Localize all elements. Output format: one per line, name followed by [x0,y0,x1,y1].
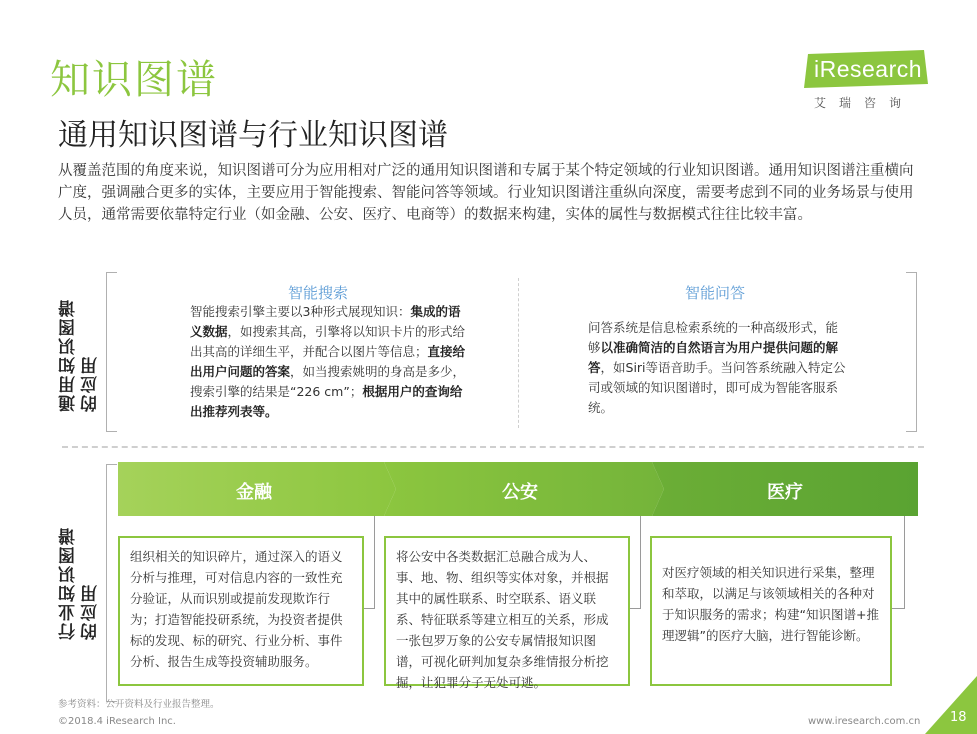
search-bold-3: 根据用户的查询给出推荐列表等。 [190,384,463,419]
logo-subtext: 艾瑞咨询 [814,96,915,110]
logo-text: iResearch [814,56,923,82]
general-kg-label: 通用知识图谱的应用 [59,298,101,412]
finance-title: 金融 [236,482,272,503]
column-divider [518,278,519,428]
copyright: ©2018.4 iResearch Inc. [58,716,176,727]
page-number: 18 [950,710,967,725]
iresearch-logo [804,50,932,116]
page-corner-shape [925,676,977,734]
search-description [190,302,468,422]
connector-medical [890,516,905,609]
search-text-2: ，如搜索其高，引擎将以知识卡片的形式给出其高的详细生平，并配合以图片等信息； [190,324,466,359]
source-note: 参考资料：公开资料及行业报告整理。 [58,699,220,710]
footer-url[interactable]: www.iresearch.com.cn [808,716,921,727]
left-bracket-bottom [106,464,117,702]
qa-heading: 智能问答 [684,284,745,302]
search-text-1: 智能搜索引擎主要以3种形式展现知识： [190,304,411,319]
intro-paragraph: 从覆盖范围的角度来说，知识图谱可分为应用相对广泛的通用知识图谱和专属于某个特定领域的行业知识图谱。通用知识图谱注重横向广度，强调融合更多的实体，主要应用于智能搜索、智能问答等领域。行业知识图谱注重纵向深度，需要考虑到不同的业务场景与使用人员，通常需要依靠特定行业（如金融、公安、医疗、电商等）的数据来构建，实体的属性与数据模式往往比较丰富。 [58,163,914,223]
police-title: 公安 [502,482,538,503]
page-subtitle: 通用知识图谱与行业知识图谱 [58,118,448,153]
medical-card: 对医疗领域的相关知识进行采集，整理和萃取，以满足与该领域相关的各种对于知识服务的需求；构建“知识图谱+推理逻辑”的医疗大脑，进行智能诊断。 [650,536,892,686]
industry-kg-label: 行业知识图谱的应用 [59,526,101,640]
section-title: 知识图谱 [50,57,218,103]
qa-text-2: ，如Siri等语音助手。当问答系统融入特定公司或领域的知识图谱时，即可成为智能客服系统。 [588,360,846,415]
search-heading: 智能搜索 [287,284,348,302]
search-text-3: ，如当搜索姚明的身高是多少，搜索引擎的结果是“226 cm”； [190,364,466,399]
finance-card: 组织相关的知识碎片，通过深入的语义分析与推理，可对信息内容的一致性充分验证，从而识别或提前发现欺诈行为；打造智能投研系统，为投资者提供标的发现、标的研究、行业分析、事件分析、报告生成等投资辅助服务。 [118,536,364,686]
police-card: 将公安中各类数据汇总融合成为人、事、地、物、组织等实体对象，并根据其中的属性联系、时空联系、语义联系、特征联系等建立相互的关系，形成一张包罗万象的公安专属情报知识图谱，可视化研判加复杂多维情报分析挖掘，让犯罪分子无处可逃。 [384,536,630,686]
qa-bold-1: 以准确简洁的自然语言为用户提供问题的解答 [588,340,839,375]
left-bracket-top [106,272,117,432]
search-bold-2: 直接给出用户问题的答案 [190,344,466,379]
qa-text-1: 问答系统是信息检索系统的一种高级形式，能够 [588,320,839,355]
medical-title: 医疗 [767,482,803,503]
qa-description [588,318,850,418]
section-divider [62,446,924,448]
search-bold-1: 集成的语义数据 [190,304,461,339]
